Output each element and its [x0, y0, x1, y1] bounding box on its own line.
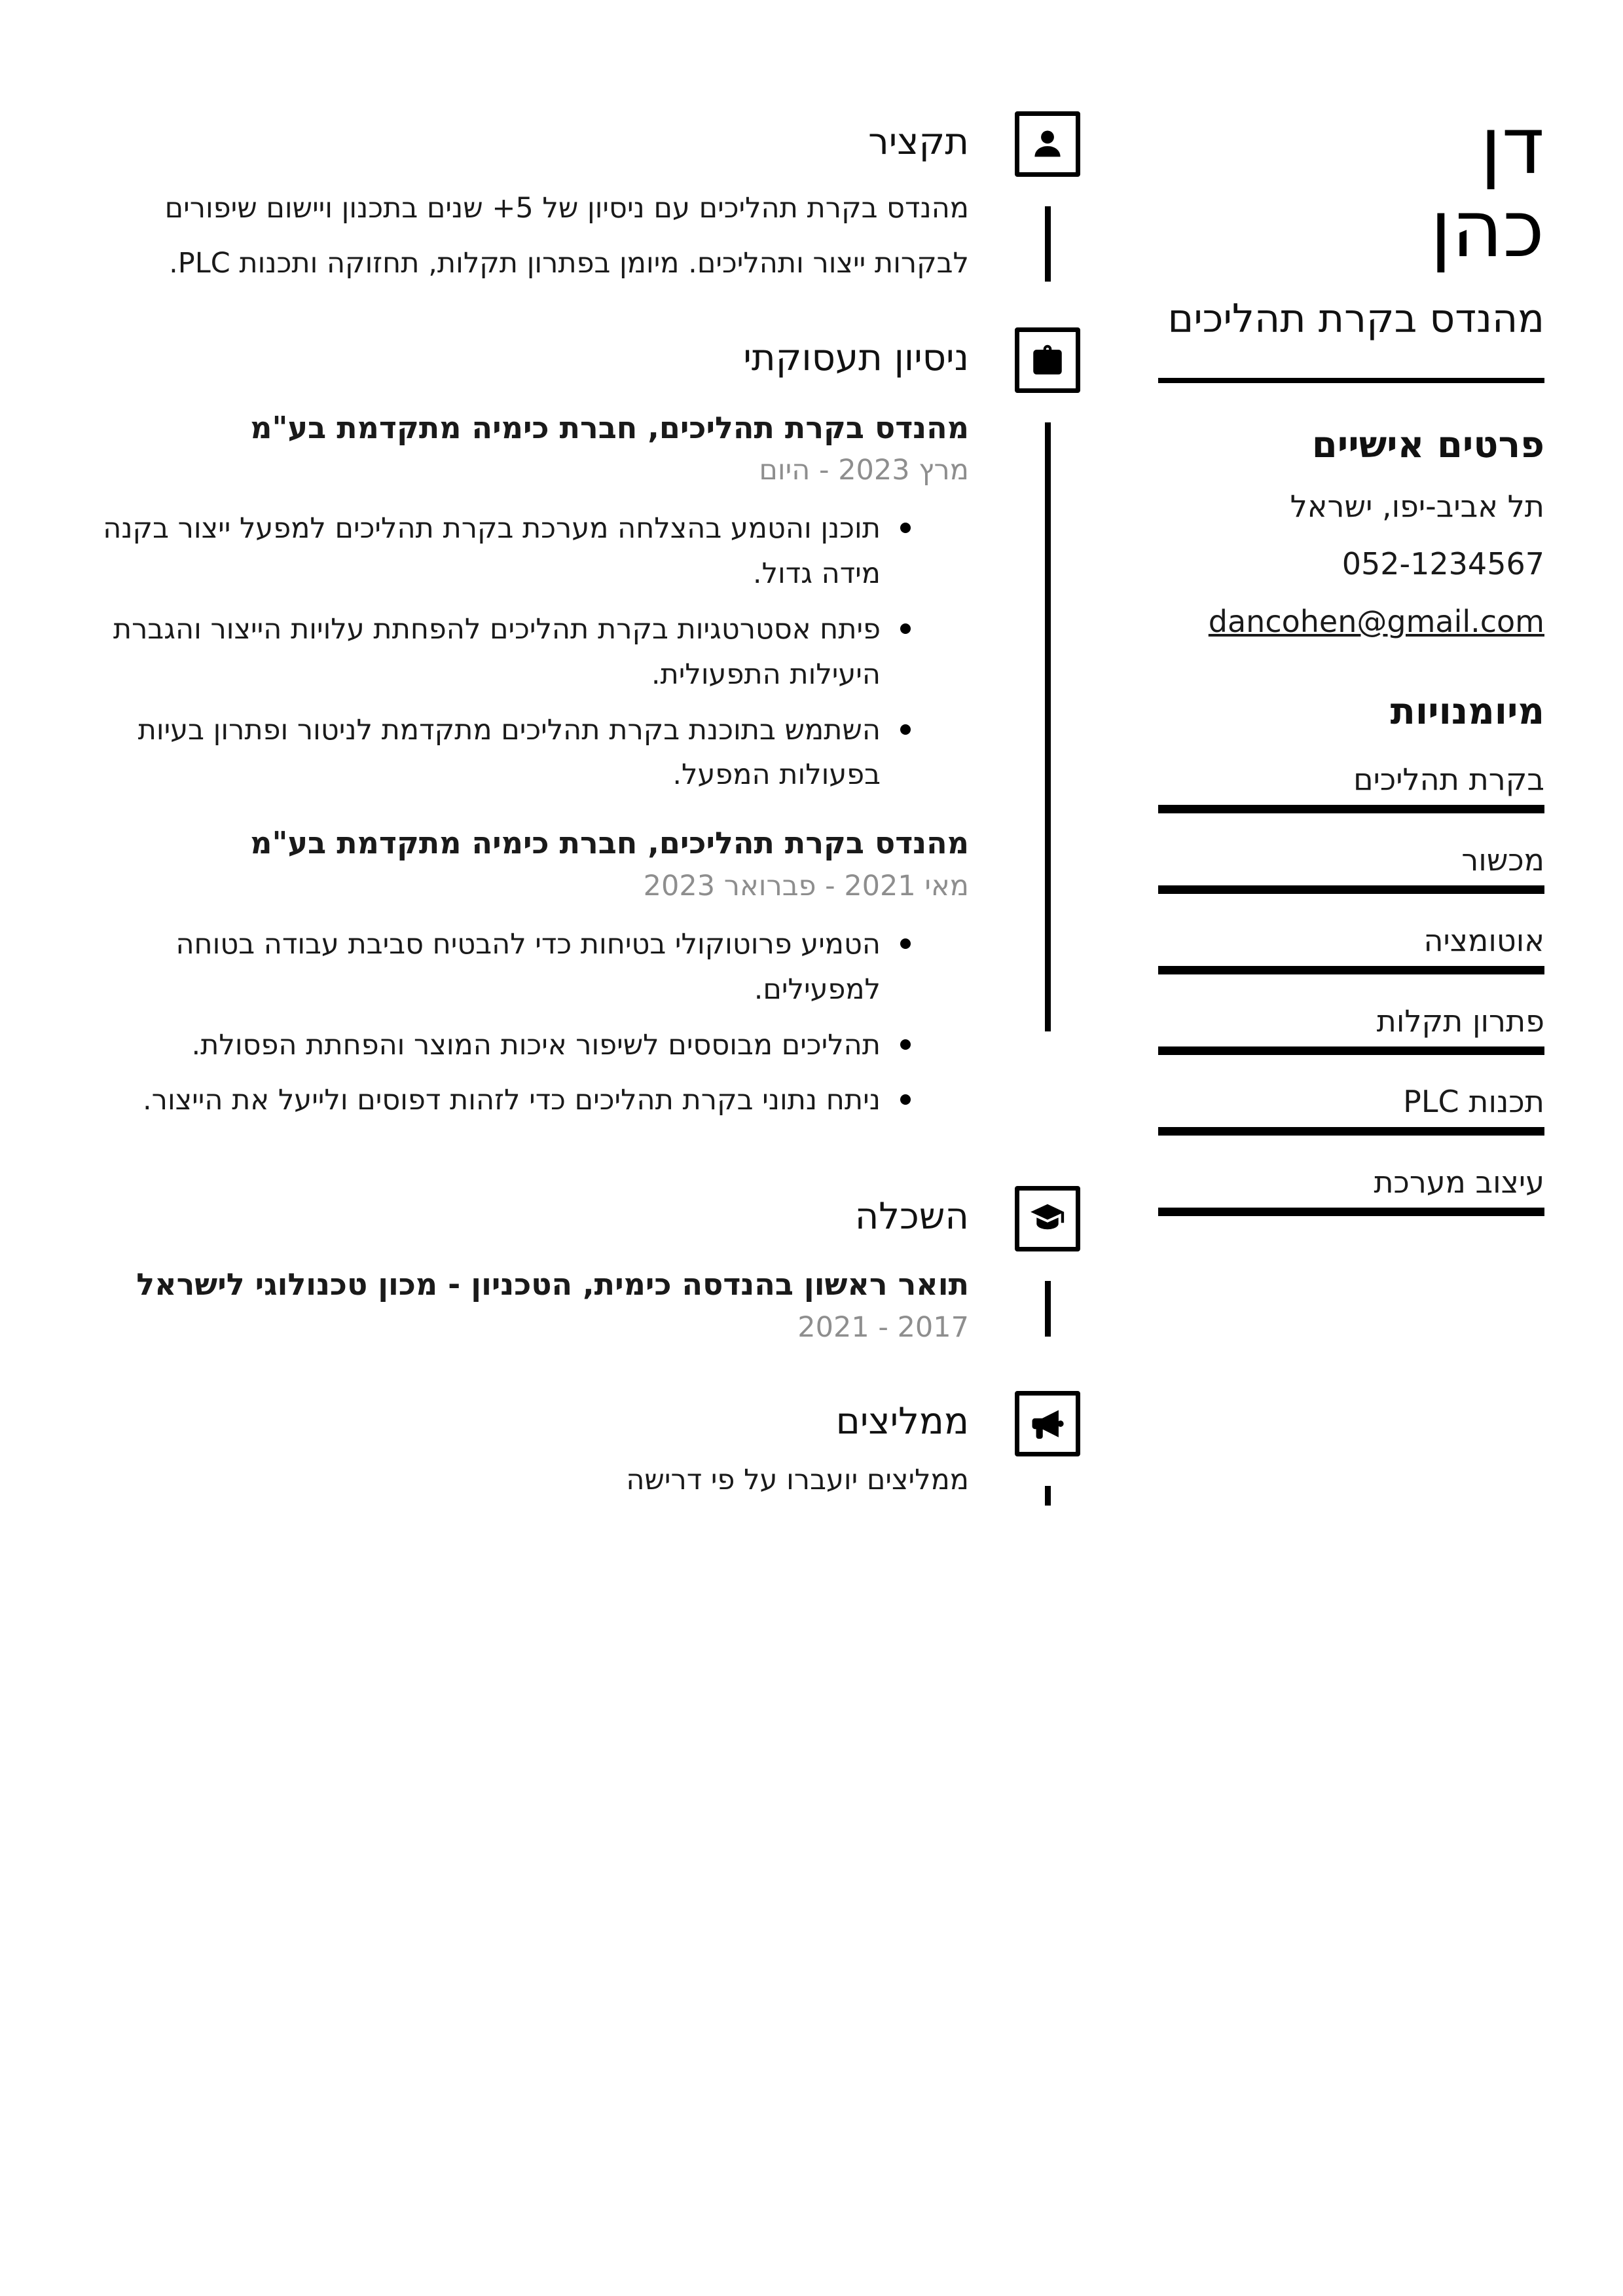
timeline-line	[1045, 206, 1051, 282]
skill-level-bar	[1158, 966, 1544, 974]
job-title: מהנדס בקרת תהליכים, חברת כימיה מתקדמת בע"מ	[250, 825, 969, 861]
job-bullet: תוכנן והטמע בהצלחה מערכת בקרת תהליכים למפעל ייצור בקנה מידה גדול.	[79, 506, 881, 597]
megaphone-icon	[1029, 1405, 1067, 1443]
skill-label: בקרת תהליכים	[1353, 762, 1544, 798]
summary-section	[79, 111, 1126, 291]
personal-details-heading: פרטים אישיים	[1311, 424, 1544, 467]
skills-section	[1158, 690, 1544, 1216]
skill-item	[1158, 842, 1544, 894]
references-text: ממליצים יועברו על פי דרישה	[626, 1464, 969, 1497]
candidate-job-title: מהנדס בקרת תהליכים	[1167, 296, 1544, 343]
summary-icon-box	[1015, 111, 1080, 177]
briefcase-icon	[1029, 341, 1067, 379]
skill-bar-track	[1158, 805, 1544, 813]
timeline-line	[1045, 422, 1051, 1031]
candidate-first-name: דן	[1480, 101, 1544, 192]
skill-level-bar	[1158, 805, 1544, 813]
job-dates: מרץ 2023 - היום	[759, 454, 969, 487]
skill-item	[1158, 1084, 1544, 1136]
education-dates: 2017 - 2021	[797, 1311, 969, 1344]
skill-bar-track	[1158, 966, 1544, 974]
job-bullet: השתמש בתוכנת בקרת תהליכים מתקדמת לניטור ופתרון בעיות בפעולות המפעל.	[79, 708, 881, 798]
job-entry	[79, 824, 969, 1123]
contact-location: תל אביב-יפו, ישראל	[1290, 489, 1544, 525]
skill-label: תכנות PLC	[1403, 1084, 1544, 1120]
user-icon	[1029, 125, 1067, 163]
skill-bar-track	[1158, 1127, 1544, 1136]
skill-bar-track	[1158, 1208, 1544, 1216]
job-bullet: פיתח אסטרטגיות בקרת תהליכים להפחתת עלויות הייצור והגברת היעילות התפעולית.	[79, 607, 881, 697]
experience-section	[79, 327, 1126, 1134]
skill-label: פתרון תקלות	[1376, 1003, 1544, 1039]
job-bullet-list	[79, 922, 969, 1123]
timeline-column	[969, 111, 1126, 291]
contact-email	[1158, 604, 1544, 639]
job-bullet: הטמיע פרוטוקולי בטיחות כדי להבטיח סביבת עבודה בטוחה למפעילים.	[79, 922, 881, 1012]
skill-item	[1158, 1003, 1544, 1055]
sidebar	[1158, 59, 1544, 2296]
skill-item	[1158, 923, 1544, 974]
education-heading: השכלה	[854, 1195, 969, 1238]
skill-level-bar	[1158, 1208, 1544, 1216]
skill-bar-track	[1158, 885, 1544, 894]
experience-icon-box	[1015, 327, 1080, 393]
skill-label: עיצוב מערכת	[1374, 1164, 1544, 1200]
job-bullet-list	[79, 506, 969, 798]
graduation-cap-icon	[1029, 1200, 1067, 1238]
contact-phone: 052-1234567	[1341, 546, 1544, 582]
job-bullet: ניתח נתוני בקרת תהליכים כדי לזהות דפוסים ולייעל את הייצור.	[79, 1078, 881, 1123]
timeline-column	[969, 327, 1126, 1134]
references-icon-box	[1015, 1391, 1080, 1456]
summary-heading: תקציר	[868, 120, 969, 163]
references-heading: ממליצים	[835, 1400, 969, 1443]
email-link[interactable]: dancohen@gmail.com	[1208, 604, 1544, 640]
candidate-last-name: כהן	[1430, 184, 1544, 276]
skill-item	[1158, 1164, 1544, 1216]
column-gap	[1126, 59, 1158, 2296]
skill-label: מכשור	[1461, 842, 1544, 878]
skill-level-bar	[1158, 1046, 1544, 1055]
skill-label: אוטומציה	[1423, 923, 1544, 959]
skill-level-bar	[1158, 1127, 1544, 1136]
timeline-column	[969, 1391, 1126, 1506]
job-title: מהנדס בקרת תהליכים, חברת כימיה מתקדמת בע"מ	[250, 409, 969, 445]
candidate-name	[1158, 101, 1544, 276]
education-section	[79, 1186, 1126, 1344]
skills-heading: מיומנויות	[1390, 690, 1544, 733]
timeline-column	[969, 1186, 1126, 1344]
timeline-line	[1045, 1486, 1051, 1506]
references-section	[79, 1391, 1126, 1506]
timeline-line	[1045, 1281, 1051, 1337]
skill-bar-track	[1158, 1046, 1544, 1055]
main-content	[79, 59, 1126, 2296]
job-entry	[79, 409, 969, 798]
job-dates: מאי 2021 - פברואר 2023	[643, 870, 969, 903]
job-bullet: תהליכים מבוססים לשיפור איכות המוצר והפחתת הפסולת.	[79, 1023, 881, 1068]
degree-title: תואר ראשון בהנדסה כימית, הטכניון - מכון טכנולוגי לישראל	[136, 1267, 969, 1303]
education-icon-box	[1015, 1186, 1080, 1251]
experience-heading: ניסיון תעסוקתי	[743, 336, 969, 379]
skill-level-bar	[1158, 885, 1544, 894]
sidebar-divider	[1158, 378, 1544, 383]
skill-item	[1158, 762, 1544, 813]
summary-text: מהנדס בקרת תהליכים עם ניסיון של 5+ שנים בתכנון ויישום שיפורים לבקרות ייצור ותהליכים. מיומן בפתרון תקלות, תחזוקה ותכנות PLC.	[164, 192, 969, 280]
